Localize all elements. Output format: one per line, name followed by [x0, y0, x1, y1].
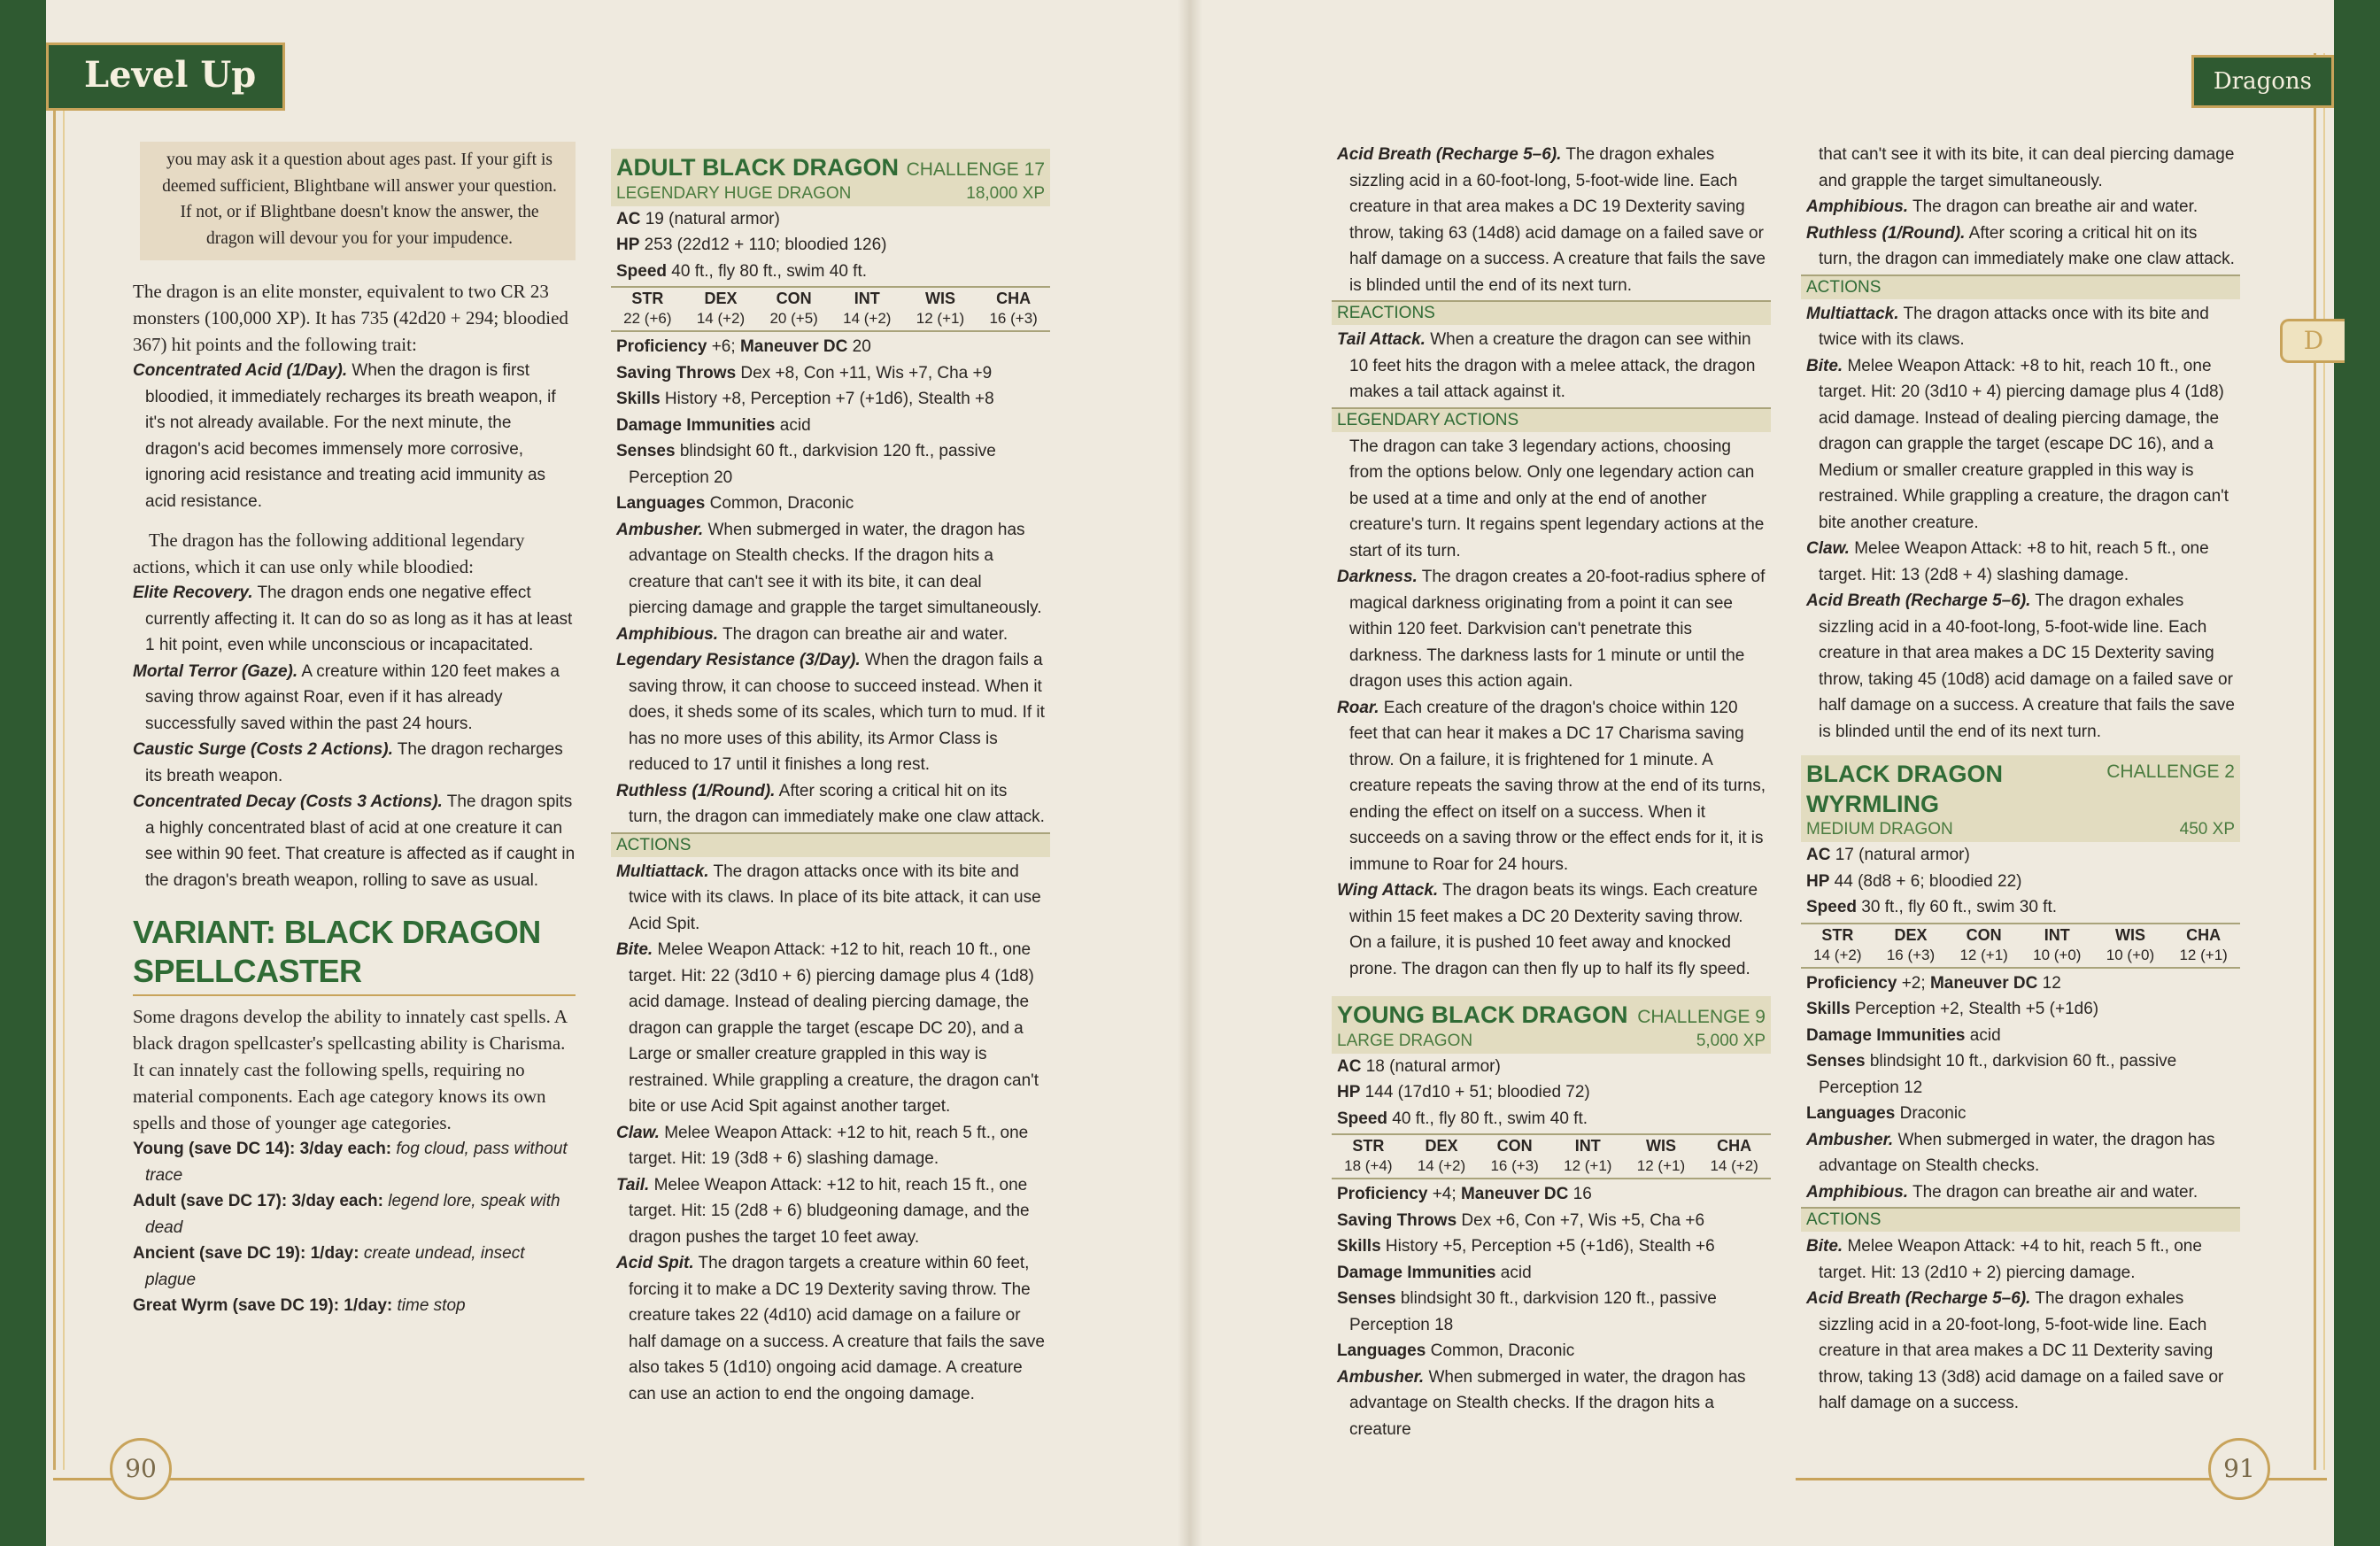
young-actions — [1801, 301, 2240, 746]
ability-header: CHA — [996, 290, 1032, 307]
adult-trait-ambusher: Ambusher. When submerged in water, the dragon has advantage on Stealth checks. If the dragon hits a creature that can't see it with its bite, it can deal piercing damage and grapple the target simultaneously. — [616, 520, 1042, 617]
wyrmling-languages: Languages Draconic — [1806, 1104, 1967, 1123]
adult-immunities: Damage Immunities acid — [616, 415, 811, 435]
ability-score: 16 (+3) — [1886, 946, 1936, 963]
right-column-1 — [1332, 142, 1771, 1442]
right-page — [1190, 0, 2380, 1546]
trait-caustic-surge: Caustic Surge (Costs 2 Actions). The dragon recharges its breath weapon. — [133, 740, 563, 785]
adult-trait-legendary-resistance: Legendary Resistance (3/Day). When the dragon fails a saving throw, it can choose to succeed instead. When it does, it sheds some of its scales, which turn to mud. If it has no more uses of this ability, its Armor Class is reduced to 17 until it finishes a long rest. — [616, 651, 1045, 774]
right-frame-ornament — [2314, 53, 2325, 1470]
wyrmling-name: BLACK DRAGON WYRMLING — [1806, 761, 2003, 817]
young-action-multiattack: Multiattack. The dragon attacks once with its bite and twice with its claws. — [1806, 304, 2209, 349]
young-traits — [1332, 1181, 1771, 1442]
adult-action-claw: Claw. Melee Weapon Attack: +12 to hit, reach 5 ft., one target. Hit: 19 (3d8 + 6) slashing damage. — [616, 1123, 1029, 1168]
wyrmling-proficiency: Proficiency +2; Maneuver DC 12 — [1806, 973, 2061, 993]
young-type: LARGE DRAGON — [1337, 1031, 1473, 1050]
wyrmling-traits — [1801, 970, 2240, 1206]
chapter-header-tab: Level Up — [46, 43, 285, 111]
adult-trait-ruthless: Ruthless (1/Round). After scoring a critical hit on its turn, the dragon can immediately make one claw attack. — [616, 781, 1045, 826]
wyrmling-type: MEDIUM DRAGON — [1806, 820, 1953, 839]
young-challenge: CHALLENGE 9 — [1637, 1007, 1766, 1027]
left-frame-ornament — [53, 53, 65, 1470]
variant-paragraph: Some dragons develop the ability to innately cast spells. A black dragon spellcaster's spellcasting ability is Charisma. It can innately cast the following spells, requiring no material components. Each age category knows its own spells and those of younger age categories. — [133, 1006, 567, 1133]
adult-stat-body — [611, 206, 1050, 285]
wyrmling-trait-amphibious: Amphibious. The dragon can breathe air and water. — [1806, 1182, 2198, 1202]
ability-header: INT — [2044, 925, 2070, 944]
adult-legendary-roar: Roar. Each creature of the dragon's choice within 120 feet that can hear it makes a DC 17 Charisma saving throw. On a failure, it is frightened for 1 minute. A creature repeats the saving throw at the end of its turns, ending the effect on itself on a success. When it succeeds on a saving throw or the effect ends for it, it is immune to Roar for 24 hours. — [1337, 698, 1766, 874]
ability-score: 14 (+2) — [843, 310, 892, 327]
wyrmling-challenge: CHALLENGE 2 — [2106, 761, 2235, 782]
ability-header: STR — [631, 290, 664, 307]
spell-line-great-wyrm: Great Wyrm (save DC 19): 1/day: time stop — [133, 1296, 466, 1315]
adult-proficiency: Proficiency +6; Maneuver DC 20 — [616, 337, 871, 356]
adult-continued — [1332, 142, 1771, 298]
ability-header: CON — [776, 290, 812, 307]
ability-score: 12 (+1) — [1959, 946, 2008, 963]
adult-actions-header: ACTIONS — [611, 832, 1050, 857]
young-xp: 5,000 XP — [1696, 1031, 1766, 1050]
young-senses: Senses blindsight 30 ft., darkvision 120 ft., passive Perception 18 — [1337, 1289, 1717, 1334]
ability-header: CHA — [2186, 925, 2222, 944]
young-trait-ruthless: Ruthless (1/Round). After scoring a critical hit on its turn, the dragon can immediately make one claw attack. — [1806, 223, 2235, 268]
variant-heading: VARIANT: BLACK DRAGON SPELLCASTER — [133, 913, 576, 996]
adult-action-acid-breath: Acid Breath (Recharge 5–6). The dragon exhales sizzling acid in a 60-foot-long, 5-foot-wide line. Each creature in that area makes a DC 19 Dexterity saving throw, taking 63 (14d8) acid damage on a failed save or half damage on a success. A creature that fails the save is blinded until the end of its next turn. — [1337, 145, 1766, 295]
ability-score: 10 (+0) — [2106, 946, 2155, 963]
wyrmling-ac: AC 17 (natural armor) — [1806, 846, 1970, 864]
young-continued — [1801, 142, 2240, 273]
young-trait-amphibious: Amphibious. The dragon can breathe air and water. — [1806, 197, 2198, 216]
adult-xp: 18,000 XP — [966, 183, 1045, 203]
trait-elite-recovery: Elite Recovery. The dragon ends one negative effect currently affecting it. It can do so as long as it has at least 1 hit point, even while unconscious or incapacitated. — [133, 584, 573, 654]
young-ambusher-cont: that can't see it with its bite, it can deal piercing damage and grapple the target simultaneously. — [1819, 145, 2235, 190]
page-number-right: 91 — [2208, 1438, 2270, 1500]
adult-speed: Speed 40 ft., fly 80 ft., swim 40 ft. — [616, 261, 867, 281]
adult-action-tail: Tail. Melee Weapon Attack: +12 to hit, reach 15 ft., one target. Hit: 15 (2d8 + 6) bludgeoning damage, and the dragon pushes the target 10 feet away. — [616, 1175, 1030, 1247]
right-column-2 — [1801, 142, 2240, 1417]
young-action-bite: Bite. Melee Weapon Attack: +8 to hit, reach 10 ft., one target. Hit: 20 (3d10 + 4) piercing damage plus 4 (1d8) acid damage. Instead of dealing piercing damage, the dragon can grapple the target (escape DC 16), and a Medium or smaller creature grappled in this way is restrained. While grappling a creature, the dragon can't bite another creature. — [1806, 356, 2229, 532]
ability-score: 16 (+3) — [989, 310, 1038, 327]
ability-score: 14 (+2) — [1417, 1157, 1466, 1174]
young-action-claw: Claw. Melee Weapon Attack: +8 to hit, reach 5 ft., one target. Hit: 13 (2d8 + 4) slashing damage. — [1806, 539, 2209, 584]
adult-action-multiattack: Multiattack. The dragon attacks once with its bite and twice with its claws. In place of its bite attack, it can use Acid Spit. — [616, 862, 1041, 933]
adult-skills: Skills History +8, Perception +7 (+1d6), Stealth +8 — [616, 390, 994, 408]
ability-header: WIS — [924, 290, 955, 307]
sidebar-box: you may ask it a question about ages past. If your gift is deemed sufficient, Blightbane will answer your question. If not, or if Blightbane doesn't know the answer, the dragon will devour you for your impudence. — [140, 142, 576, 260]
adult-type: LEGENDARY HUGE DRAGON — [616, 183, 852, 203]
ability-score: 16 (+3) — [1490, 1157, 1539, 1174]
young-trait-ambusher: Ambusher. When submerged in water, the dragon has advantage on Stealth checks. If the dragon hits a creature — [1337, 1367, 1746, 1439]
adult-ac: AC 19 (natural armor) — [616, 209, 780, 228]
adult-senses: Senses blindsight 60 ft., darkvision 120 ft., passive Perception 20 — [616, 442, 996, 487]
ability-score: 12 (+1) — [1564, 1157, 1612, 1174]
ability-score: 20 (+5) — [769, 310, 818, 327]
adult-legendary-intro: The dragon can take 3 legendary actions, choosing from the options below. Only one legendary action can be used at a time and only at the end of another creature's turn. It regains spent legendary actions at the start of its turn. — [1349, 437, 1765, 560]
wyrmling-stat-header — [1801, 755, 2240, 842]
spell-line-young: Young (save DC 14): 3/day each: fog cloud, pass without trace — [133, 1140, 568, 1185]
ability-score: 14 (+2) — [1813, 946, 1862, 963]
adult-reaction-tail-attack: Tail Attack. When a creature the dragon can see within 10 feet hits the dragon with a melee attack, the dragon makes a tail attack against it. — [1337, 330, 1756, 401]
young-languages: Languages Common, Draconic — [1337, 1341, 1575, 1360]
adult-ability-table — [611, 286, 1050, 332]
spell-line-ancient: Ancient (save DC 19): 1/day: create undead, insect plague — [133, 1244, 525, 1289]
adult-stat-header — [611, 149, 1050, 206]
ability-score: 12 (+1) — [916, 310, 965, 327]
ability-score: 12 (+1) — [1636, 1157, 1686, 1174]
adult-trait-amphibious: Amphibious. The dragon can breathe air and water. — [616, 624, 1008, 644]
young-immunities: Damage Immunities acid — [1337, 1263, 1532, 1282]
wyrmling-trait-ambusher: Ambusher. When submerged in water, the dragon has advantage on Stealth checks. — [1806, 1130, 2215, 1175]
wyrmling-immunities: Damage Immunities acid — [1806, 1025, 2001, 1045]
ability-header: DEX — [1894, 925, 1928, 944]
left-column-1 — [133, 142, 576, 1319]
young-actions-header: ACTIONS — [1801, 274, 2240, 299]
adult-reactions-header: REACTIONS — [1332, 300, 1771, 325]
chapter-header-tab-right: Dragons — [2191, 55, 2334, 108]
young-speed: Speed 40 ft., fly 80 ft., swim 40 ft. — [1337, 1109, 1588, 1128]
ability-header: CHA — [1717, 1137, 1752, 1155]
spell-line-adult: Adult (save DC 17): 3/day each: legend lore, speak with dead — [133, 1192, 560, 1237]
wyrmling-actions — [1801, 1233, 2240, 1417]
young-ability-table — [1332, 1133, 1771, 1179]
legendary-paragraph: The dragon has the following additional legendary actions, which it can use only while bloodied: — [133, 530, 525, 577]
young-name: YOUNG BLACK DRAGON — [1337, 1001, 1628, 1028]
young-stat-body — [1332, 1054, 1771, 1132]
wyrmling-speed: Speed 30 ft., fly 60 ft., swim 30 ft. — [1806, 898, 2057, 916]
adult-saves: Saving Throws Dex +8, Con +11, Wis +7, Cha +9 — [616, 363, 993, 383]
wyrmling-actions-header: ACTIONS — [1801, 1207, 2240, 1232]
ability-score: 14 (+2) — [1710, 1157, 1758, 1174]
wyrmling-skills: Skills Perception +2, Stealth +5 (+1d6) — [1806, 1000, 2099, 1018]
wyrmling-action-bite: Bite. Melee Weapon Attack: +4 to hit, reach 5 ft., one target. Hit: 13 (2d10 + 2) piercing damage. — [1806, 1237, 2202, 1282]
adult-action-acid-spit: Acid Spit. The dragon targets a creature within 60 feet, forcing it to make a DC 19 Dexterity saving throw. The creature takes 22 (4d10) acid damage on a failure or half damage on a success. A creature that fails the save also takes 5 (1d10) ongoing acid damage. A creature can use an action to end the ongoing damage. — [616, 1254, 1045, 1403]
adult-action-bite: Bite. Melee Weapon Attack: +12 to hit, reach 10 ft., one target. Hit: 22 (3d10 + 6) piercing damage plus 4 (1d8) acid damage. Instead of dealing piercing damage, the dragon can grapple the target (escape DC 20), and a Large or smaller creature grappled in this way is restrained. While grappling a creature, the dragon can't bite or use Acid Spit against another target. — [616, 940, 1039, 1116]
trait-concentrated-acid: Concentrated Acid (1/Day). When the dragon is first bloodied, it immediately recharges its breath weapon, if it's not already available. For the next minute, the dragon's acid becomes immensely more corrosive, ignoring acid resistance and treating acid immunity as acid resistance. — [133, 361, 556, 511]
adult-hp: HP 253 (22d12 + 110; bloodied 126) — [616, 236, 887, 254]
ability-header: INT — [854, 290, 880, 307]
ability-score: 12 (+1) — [2179, 946, 2228, 963]
ability-score: 18 (+4) — [1344, 1157, 1393, 1174]
adult-legendary-darkness: Darkness. The dragon creates a 20-foot-radius sphere of magical darkness originating from a point it can see within 120 feet. Darkvision can't penetrate this darkness. The darkness lasts for 1 minute or until the dragon uses this action again. — [1337, 568, 1766, 691]
adult-stat-block — [611, 149, 1050, 1407]
ability-header: CON — [1496, 1137, 1533, 1155]
young-action-acid-breath: Acid Breath (Recharge 5–6). The dragon exhales sizzling acid in a 40-foot-long, 5-foot-wide line. Each creature in that area makes a DC 15 Dexterity saving throw, taking 45 (10d8) acid damage on a failed save or half damage on a success. A creature that fails the save is blinded until the end of its next turn. — [1806, 591, 2235, 741]
young-saves: Saving Throws Dex +6, Con +7, Wis +5, Cha +6 — [1337, 1210, 1705, 1230]
chapter-index-tab[interactable]: D — [2280, 319, 2345, 363]
ability-score: 14 (+2) — [696, 310, 746, 327]
ability-header: INT — [1574, 1137, 1601, 1155]
ability-header: DEX — [704, 290, 738, 307]
ability-header: WIS — [1645, 1137, 1676, 1155]
young-stat-header — [1332, 996, 1771, 1054]
page-number-left: 90 — [110, 1438, 172, 1500]
adult-actions — [611, 859, 1050, 1408]
trait-concentrated-decay: Concentrated Decay (Costs 3 Actions). The dragon spits a highly concentrated blast of acid at one creature it can see within 90 feet. That creature is affected as if caught in the dragon's breath weapon, rolling to save as usual. — [133, 792, 576, 890]
ability-header: CON — [1966, 925, 2002, 944]
ability-header: STR — [1352, 1137, 1385, 1155]
trait-mortal-terror: Mortal Terror (Gaze). A creature within 120 feet makes a saving throw against Roar, even if it has already successfully saved within the past 24 hours. — [133, 661, 560, 733]
adult-name: ADULT BLACK DRAGON — [616, 154, 899, 181]
wyrmling-senses: Senses blindsight 10 ft., darkvision 60 ft., passive Perception 12 — [1806, 1052, 2177, 1097]
young-skills: Skills History +5, Perception +5 (+1d6), Stealth +6 — [1337, 1237, 1715, 1256]
wyrmling-xp: 450 XP — [2179, 820, 2235, 839]
elite-paragraph: The dragon is an elite monster, equivalent to two CR 23 monsters (100,000 XP). It has 735 (42d20 + 294; bloodied 367) hit points and the following trait: — [133, 281, 568, 355]
adult-traits — [611, 334, 1050, 831]
wyrmling-ability-table — [1801, 923, 2240, 969]
ability-header: DEX — [1425, 1137, 1458, 1155]
adult-legendary-header: LEGENDARY ACTIONS — [1332, 407, 1771, 432]
ability-header: STR — [1821, 925, 1854, 944]
ability-score: 22 (+6) — [623, 310, 672, 327]
ability-header: WIS — [2114, 925, 2145, 944]
adult-challenge: CHALLENGE 17 — [906, 159, 1045, 180]
adult-legendary-wing-attack: Wing Attack. The dragon beats its wings. Each creature within 15 feet makes a DC 20 Dexterity saving throw. On a failure, it is pushed 10 feet away and knocked prone. The dragon can then fly up to half its fly speed. — [1337, 881, 1758, 978]
wyrmling-stat-body — [1801, 842, 2240, 921]
young-ac: AC 18 (natural armor) — [1337, 1056, 1501, 1076]
wyrmling-action-acid-breath: Acid Breath (Recharge 5–6). The dragon exhales sizzling acid in a 20-foot-long, 5-foot-wide line. Each creature in that area makes a DC 11 Dexterity saving throw, taking 13 (3d8) acid damage on a failed save or half damage on a success. — [1806, 1289, 2224, 1412]
ability-score: 10 (+0) — [2033, 946, 2082, 963]
wyrmling-hp: HP 44 (8d8 + 6; bloodied 22) — [1806, 871, 2022, 891]
young-hp: HP 144 (17d10 + 51; bloodied 72) — [1337, 1083, 1590, 1102]
young-proficiency: Proficiency +4; Maneuver DC 16 — [1337, 1185, 1592, 1203]
adult-languages: Languages Common, Draconic — [616, 494, 854, 513]
